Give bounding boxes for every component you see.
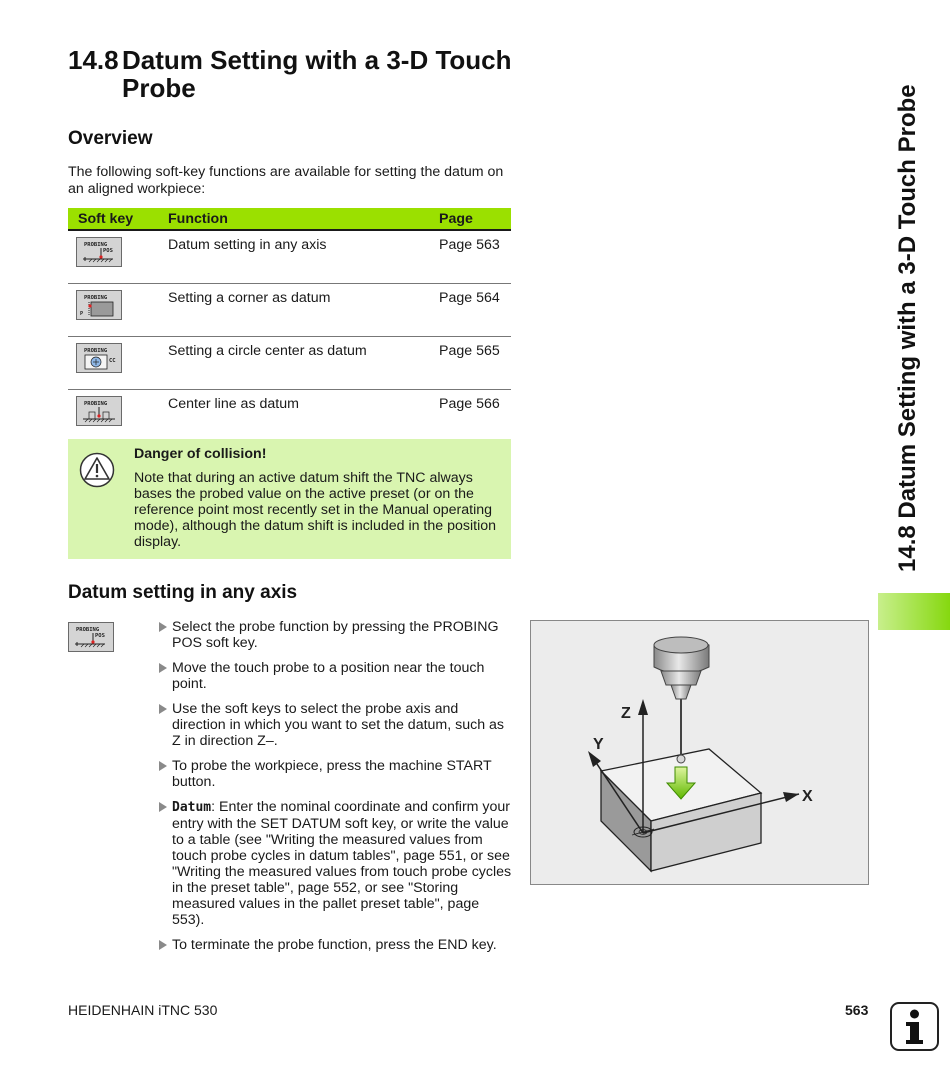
list-item: Use the soft keys to select the probe axis and direction in which you want to set the datum, such as Z in direction Z–. [158, 701, 513, 749]
section-heading: Datum setting in any axis [68, 582, 298, 603]
softkey-label-probing: PROBING [84, 401, 108, 407]
table-header-softkey: Soft key [68, 208, 158, 230]
table-row [68, 390, 511, 443]
arrow-bullet-icon [159, 663, 167, 673]
table-cell-page: Page 563 [429, 230, 511, 284]
chapter-tab-marker [878, 593, 950, 630]
softkey-label-probing: PROBING [76, 627, 100, 633]
footer-product: HEIDENHAIN iTNC 530 [68, 1002, 218, 1018]
arrow-bullet-icon [159, 940, 167, 950]
probing-pos-softkey-icon [76, 237, 122, 267]
softkey-label-probing: PROBING [84, 295, 108, 301]
softkey-table [68, 208, 511, 443]
danger-title: Danger of collision! [134, 446, 267, 462]
chapter-title [68, 46, 512, 102]
touch-probe-illustration [531, 621, 868, 884]
softkey-label-cc: CC [109, 358, 116, 364]
table-cell-function: Setting a corner as datum [158, 284, 429, 337]
list-item: Move the touch probe to a position near the touch point. [158, 660, 513, 692]
side-tab-title: 14.8 Datum Setting with a 3-D Touch Probe [894, 84, 921, 572]
table-header-row [68, 208, 511, 230]
list-item: Datum: Enter the nominal coordinate and confirm your entry with the SET DATUM soft key, or write the value to a table (see "Writing the measured values from touch probe cycles in datum tables", page 551, or see "Writing the measured values from touch probe cycles in the preset table", page 552, or see "Storing measured values in the pallet preset table", page 553). [158, 799, 513, 928]
softkey-label-probing: PROBING [84, 348, 108, 354]
page-number: 563 [845, 1002, 869, 1018]
softkey-label-p: P [80, 311, 84, 317]
table-row [68, 230, 511, 284]
probing-cc-softkey-icon [76, 343, 122, 373]
table-cell-page: Page 566 [429, 390, 511, 443]
table-cell-function: Datum setting in any axis [158, 230, 429, 284]
arrow-bullet-icon [159, 802, 167, 812]
arrow-bullet-icon [159, 761, 167, 771]
list-item: Select the probe function by pressing the PROBING POS soft key. [158, 619, 513, 651]
danger-body: Note that during an active datum shift the TNC always bases the probed value on the active preset (or on the reference point most recently set in the Manual operating mode), although the datum shift is included in the position display. [134, 470, 497, 550]
list-item: To probe the workpiece, press the machine START button. [158, 758, 513, 790]
touch-probe-figure [530, 620, 869, 885]
axis-label-y: Y [593, 736, 604, 753]
probing-pos-softkey-icon [68, 622, 114, 652]
axis-label-x: X [802, 788, 813, 805]
arrow-bullet-icon [159, 704, 167, 714]
table-header-page: Page [429, 208, 511, 230]
chapter-title-line1: Datum Setting with a 3-D Touch [122, 45, 512, 75]
table-cell-page: Page 564 [429, 284, 511, 337]
table-header-function: Function [158, 208, 429, 230]
warning-triangle-icon [78, 452, 116, 488]
datum-keyword: Datum [172, 800, 212, 815]
table-row [68, 284, 511, 337]
probing-centerline-softkey-icon [76, 396, 122, 426]
probing-corner-softkey-icon [76, 290, 122, 320]
overview-intro: The following soft-key functions are available for setting the datum on an aligned workpiece: [68, 164, 504, 197]
list-item: To terminate the probe function, press the END key. [158, 937, 513, 953]
arrow-bullet-icon [159, 622, 167, 632]
table-cell-function: Setting a circle center as datum [158, 337, 429, 390]
danger-note [68, 439, 511, 559]
softkey-label-probing: PROBING [84, 242, 108, 248]
table-cell-page: Page 565 [429, 337, 511, 390]
axis-label-z: Z [621, 705, 631, 722]
overview-heading: Overview [68, 128, 153, 149]
softkey-label-pos: POS [95, 633, 105, 639]
info-i-icon [890, 1002, 939, 1051]
table-cell-function: Center line as datum [158, 390, 429, 443]
chapter-number: 14.8 [68, 45, 119, 75]
chapter-title-line2: Probe [122, 73, 196, 103]
softkey-label-pos: POS [103, 248, 113, 254]
steps-list [158, 619, 513, 962]
table-row [68, 337, 511, 390]
